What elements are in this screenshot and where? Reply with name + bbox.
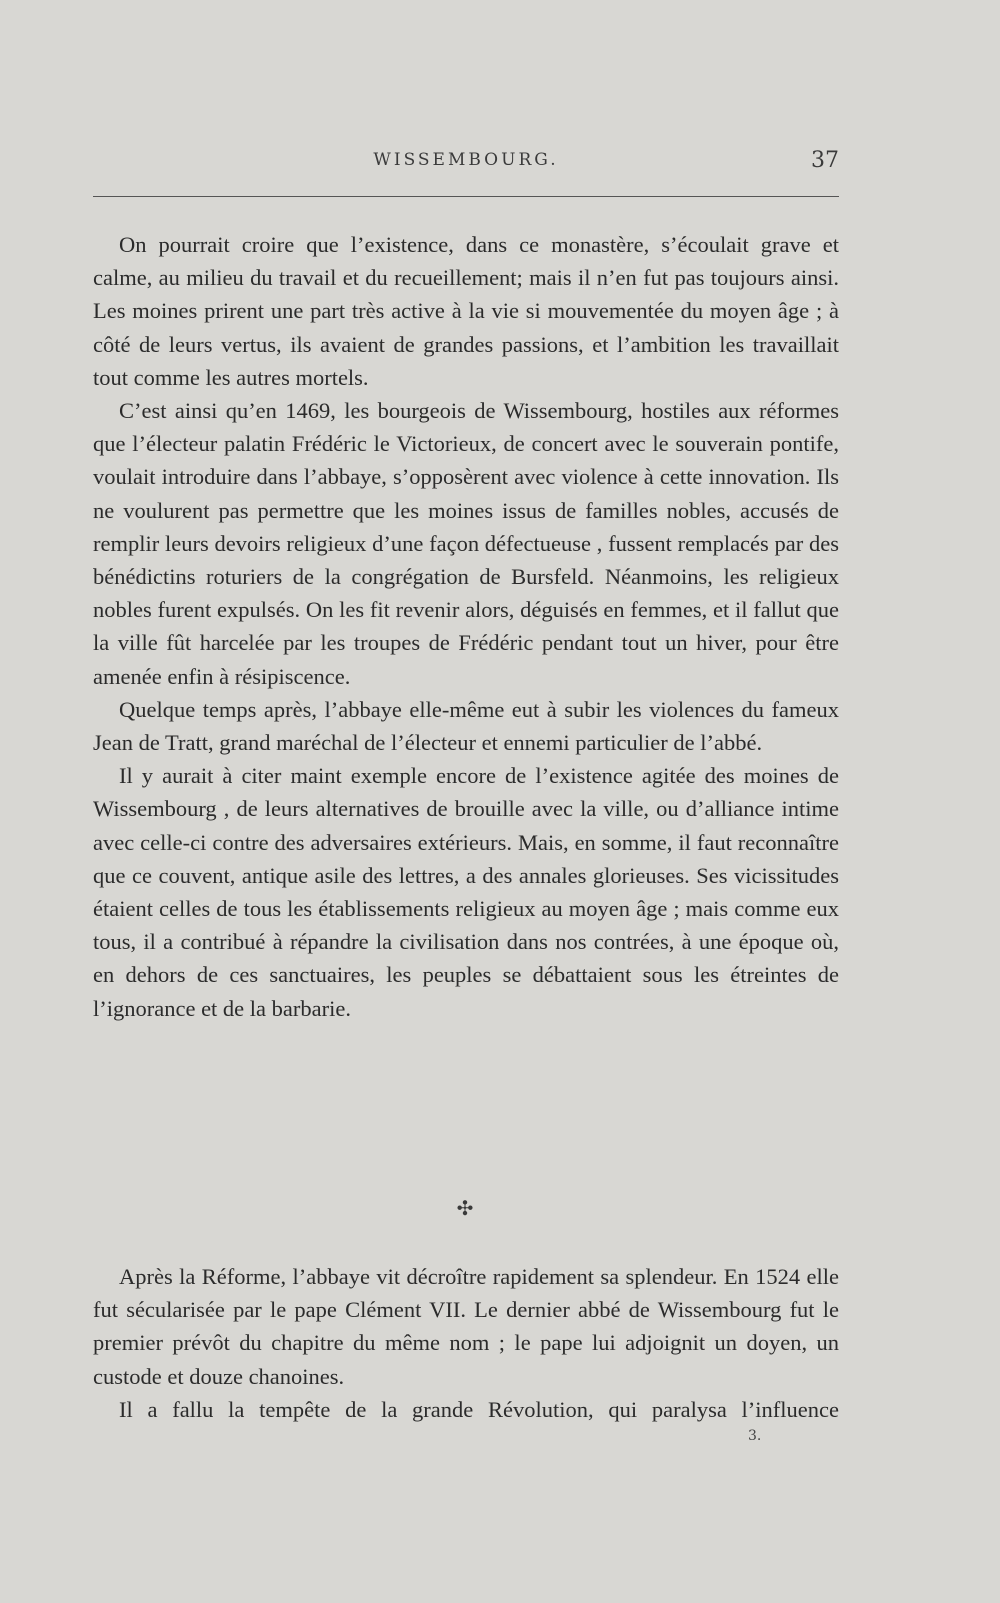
paragraph: Il y aurait à citer maint exemple encore de l’existence agitée des moines de Wissembourg , de leurs alternatives de brouille avec la ville, ou d’alliance intime avec celle-ci contre des adversaires extérieurs. Mais, en somme, il faut reconnaître que ce couvent, antique asile des lettres, a des annales glorieuses. Ses vicissitudes étaient celles de tous les établissements religieux au moyen âge ; mais comme eux tous, il a contribué à répandre la civilisation dans nos contrées, à une époque où, en dehors de ces sanctuaires, les peuples se débattaient sous les étreintes de l’ignorance et de la barbarie.: [93, 763, 839, 1021]
paragraph: Il a fallu la tempête de la grande Révolution, qui paralysa l’influence: [119, 1396, 839, 1422]
paragraph: C’est ainsi qu’en 1469, les bourgeois de Wissembourg, hostiles aux réformes que l’électeur palatin Frédéric le Victorieux, de concert avec le souverain pontife, voulait introduire dans l’abbaye, s’opposèrent avec violence à cette innovation. Ils ne voulurent pas permettre que les moines issus de familles nobles, accusés de remplir leurs devoirs religieux d’une façon défectueuse , fussent remplacés par des bénédictins roturiers de la congrégation de Bursfeld. Néanmoins, les religieux nobles furent expulsés. On les fit revenir alors, déguisés en femmes, et il fallut que la ville fût harcelée par les troupes de Frédéric pendant tout un hiver, pour être amenée enfin à résipiscence.: [93, 398, 839, 689]
ornament-icon: ✣: [456, 1196, 474, 1220]
paragraph: On pourrait croire que l’existence, dans ce monastère, s’écoulait grave et calme, au milieu du travail et du recueillement; mais il n’en fut pas toujours ainsi. Les moines prirent une part très active à la vie si mouvementée du moyen âge ; à côté de leurs vertus, ils avaient de grandes passions, et l’ambition les travaillait tout comme les autres mortels.: [93, 232, 839, 390]
running-head: [93, 150, 839, 180]
page-number: 37: [811, 148, 839, 173]
main-text-bottom: [93, 1260, 839, 1426]
header-rule: [93, 196, 839, 197]
paragraph: Quelque temps après, l’abbaye elle-même eut à subir les violences du fameux Jean de Tratt, grand maréchal de l’électeur et ennemi particulier de l’abbé.: [93, 696, 839, 756]
paragraph: Après la Réforme, l’abbaye vit décroître rapidement sa splendeur. En 1524 elle fut sécularisée par le pape Clément VII. Le dernier abbé de Wissembourg fut le premier prévôt du chapitre du même nom ; le pape lui adjoignit un doyen, un custode et douze chanoines.: [93, 1264, 839, 1389]
main-text-top: [93, 228, 839, 1025]
signature-mark: 3.: [748, 1428, 762, 1444]
running-title: WISSEMBOURG.: [373, 150, 559, 170]
